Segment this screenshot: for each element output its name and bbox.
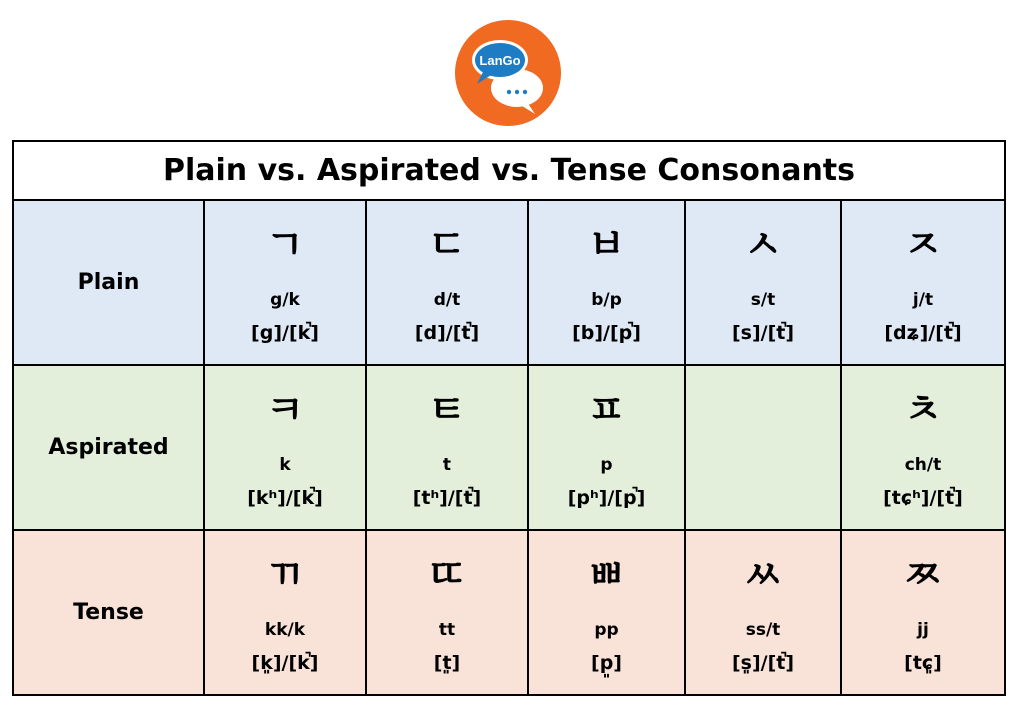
romanization: j/t xyxy=(912,290,934,310)
romanization: kk/k xyxy=(264,620,306,640)
jamo: ㄱ xyxy=(265,222,305,268)
consonant-cell xyxy=(204,365,366,530)
consonant-cell xyxy=(528,365,685,530)
romanization: b/p xyxy=(591,290,622,310)
logo-text: LanGo xyxy=(479,53,521,68)
jamo: ㅊ xyxy=(903,387,943,433)
romanization: p xyxy=(600,455,613,475)
lango-logo xyxy=(453,18,563,128)
table-row xyxy=(13,530,1005,695)
jamo: ㄸ xyxy=(427,552,467,598)
consonant-cell xyxy=(685,530,841,695)
consonant-cell xyxy=(841,530,1005,695)
consonant-cell xyxy=(366,530,528,695)
ipa: [tɕ͈] xyxy=(904,652,942,674)
empty-cell xyxy=(685,365,841,530)
consonant-cell xyxy=(685,200,841,365)
jamo: ㅉ xyxy=(903,552,943,598)
table-row xyxy=(13,200,1005,365)
romanization: k xyxy=(279,455,291,475)
romanization: ss/t xyxy=(745,620,781,640)
row-label-plain: Plain xyxy=(77,270,140,295)
ipa: [g]/[k̚] xyxy=(251,322,319,344)
romanization: pp xyxy=(594,620,619,640)
consonant-cell xyxy=(528,530,685,695)
row-label-tense: Tense xyxy=(73,600,144,625)
romanization: tt xyxy=(438,620,456,640)
ipa: [kʰ]/[k̚] xyxy=(247,487,323,509)
ipa: [t͈] xyxy=(433,652,461,674)
ipa: [dʑ]/[t̚] xyxy=(884,322,962,344)
ipa: [p͈] xyxy=(591,652,622,674)
table-title: Plain vs. Aspirated vs. Tense Consonants xyxy=(13,141,1005,200)
ipa: [tʰ]/[t̚] xyxy=(412,487,482,509)
consonant-cell xyxy=(841,365,1005,530)
jamo: ㅅ xyxy=(743,222,783,268)
romanization: jj xyxy=(917,620,929,640)
ipa: [s]/[t̚] xyxy=(731,322,795,344)
romanization: t xyxy=(442,455,452,475)
ipa: [s͈]/[t̚] xyxy=(731,652,795,674)
jamo: ㄷ xyxy=(427,222,467,268)
jamo: ㄲ xyxy=(265,552,305,598)
consonant-cell xyxy=(204,530,366,695)
consonant-cell xyxy=(366,200,528,365)
ipa: [b]/[p̚] xyxy=(572,322,641,344)
romanization: g/k xyxy=(270,290,300,310)
jamo: ㅆ xyxy=(743,552,783,598)
consonants-table xyxy=(12,140,1006,696)
jamo: ㅂ xyxy=(587,222,626,268)
romanization: d/t xyxy=(433,290,461,310)
ipa: [k͈]/[k̚] xyxy=(251,652,319,674)
consonant-cell xyxy=(366,365,528,530)
jamo: ㅃ xyxy=(587,552,626,598)
jamo: ㅌ xyxy=(427,387,467,433)
consonant-cell xyxy=(204,200,366,365)
romanization: ch/t xyxy=(904,455,942,475)
jamo: ㅍ xyxy=(587,387,626,433)
row-label-aspirated: Aspirated xyxy=(48,435,169,460)
romanization: s/t xyxy=(750,290,776,310)
ipa: [pʰ]/[p̚] xyxy=(567,487,646,509)
jamo: ㅈ xyxy=(903,222,943,268)
table-row xyxy=(13,365,1005,530)
ipa: [d]/[t̚] xyxy=(414,322,480,344)
consonant-cell xyxy=(841,200,1005,365)
consonant-cell xyxy=(528,200,685,365)
jamo: ㅋ xyxy=(265,387,305,433)
ipa: [tɕʰ]/[t̚] xyxy=(883,487,963,509)
